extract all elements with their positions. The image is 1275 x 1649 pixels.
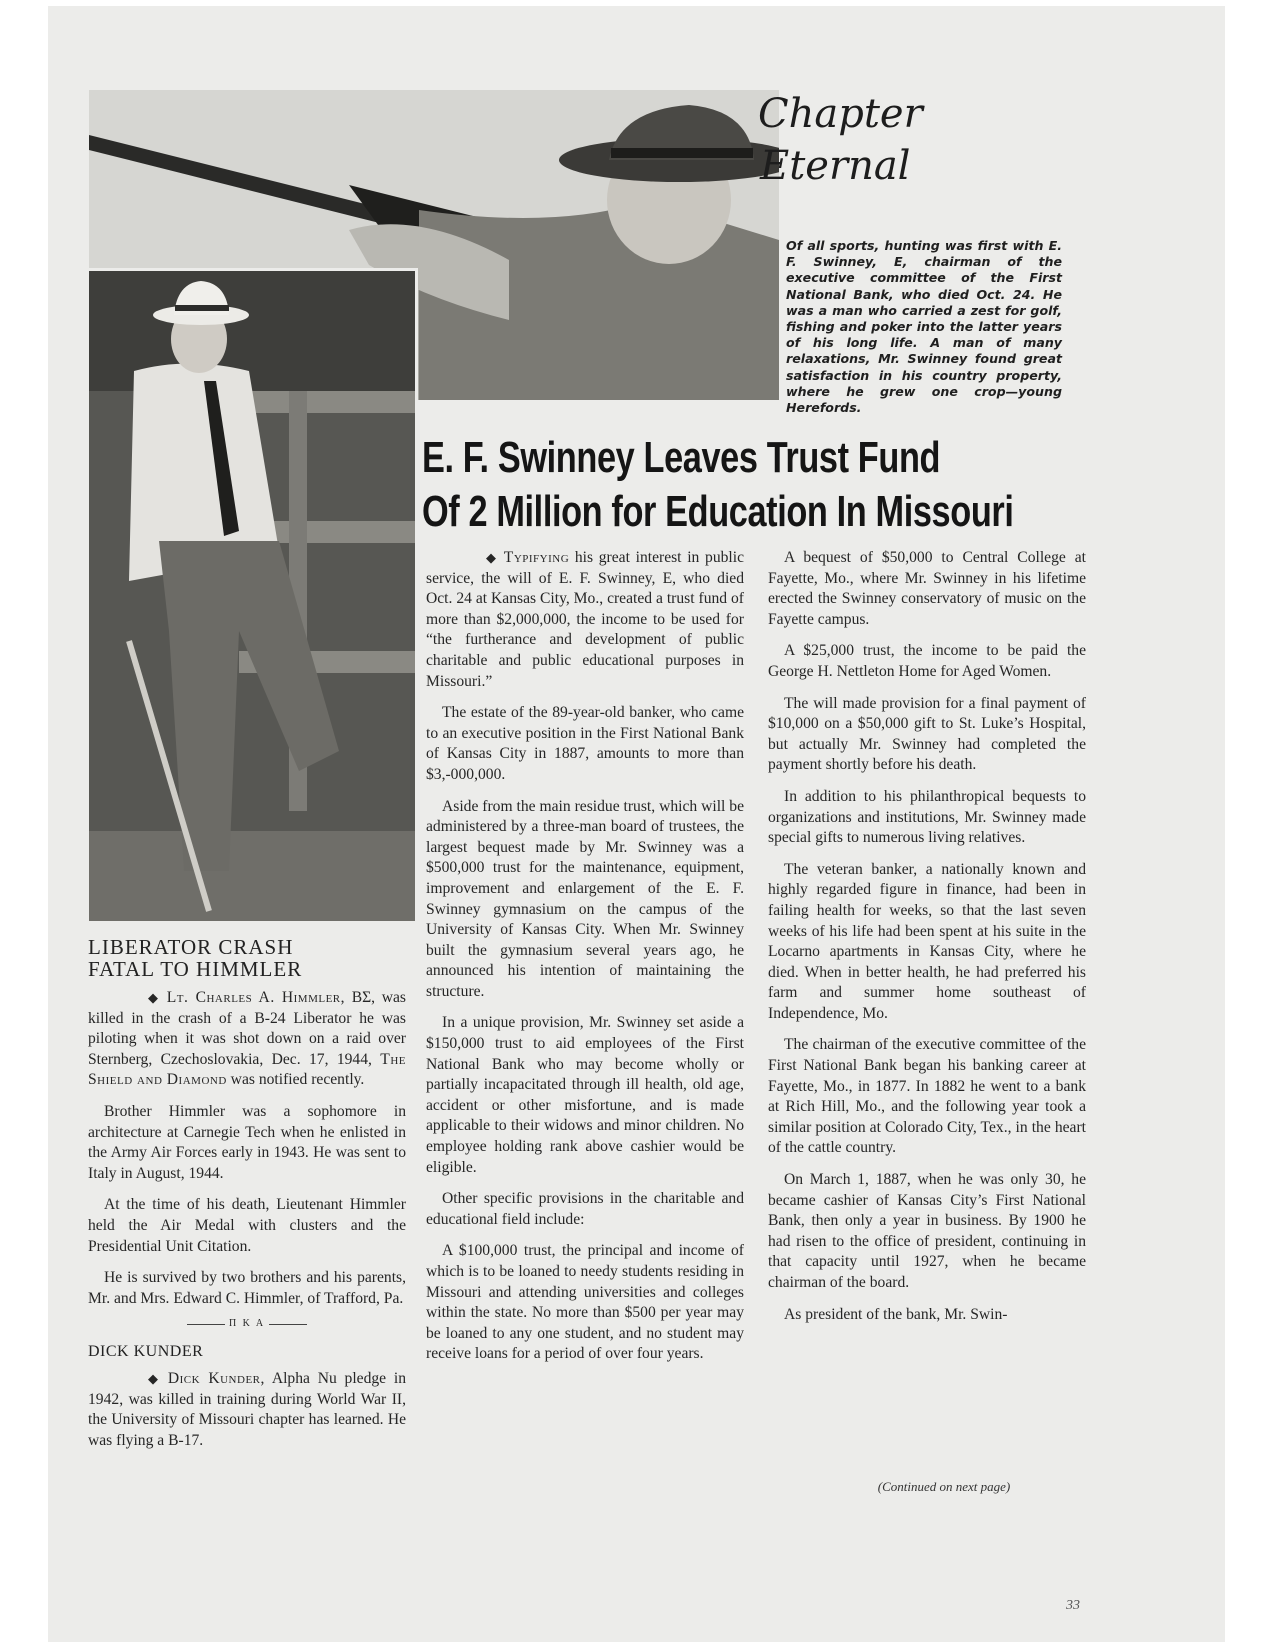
sidebar-heading-kunder: DICK KUNDER xyxy=(88,1342,204,1360)
sidebar-paragraph: At the time of his death, Lieutenant Himmler held the Air Medal with clusters and the Presidential Unit Citation. xyxy=(88,1196,406,1255)
article-paragraph: In addition to his philanthropical bequests to organizations and institutions, Mr. Swinney made special gifts to numerous living relatives. xyxy=(768,787,1086,847)
sidebar-heading-line2: FATAL TO HIMMLER xyxy=(88,957,303,981)
magazine-page xyxy=(48,6,1225,1642)
article-paragraph: Aside from the main residue trust, which will be administered by a three-man board of trustees, the largest bequest made by Mr. Swinney was a $500,000 trust for the maintenance, equipment, improvement and enlargement of the E. F. Swinney gymnasium on the campus of the University of Kansas City. When Mr. Swinney built the gymnasium several years ago, he announced his intention of maintaining the structure. xyxy=(426,797,744,1000)
photo-caption: Of all sports, hunting was first with E. F. Swinney, E, chairman of the executive committee of the First National Bank, who died Oct. 24. He was a man who carried a zest for golf, fishing and poker into the latter years of his long life. A man of many relaxations, Mr. Swinney found great satisfaction in his country property, where he grew one crop—young Herefords. xyxy=(786,238,1062,416)
article-paragraph: The chairman of the executive committee of the First National Bank began his banking career at Fayette, Mo., in 1877. In 1882 he went to a bank at Rich Hill, Mo., and the following year took a similar position at Colorado City, Tex., in the heart of the cattle country. xyxy=(768,1036,1086,1157)
sidebar-column xyxy=(88,936,406,1462)
page-number: 33 xyxy=(1066,1598,1080,1613)
diamond-icon: ◆ xyxy=(486,550,498,565)
sidebar-paragraph: Brother Himmler was a sophomore in architecture at Carnegie Tech when he enlisted in the Army Air Forces early in 1943. He was sent to Italy in August, 1944. xyxy=(88,1102,406,1182)
sidebar-heading-line1: LIBERATOR CRASH xyxy=(88,935,294,959)
article-column-middle xyxy=(426,548,744,1376)
headline-line2: Of 2 Million for Education In Missouri xyxy=(422,487,1014,536)
headline-line1: E. F. Swinney Leaves Trust Fund xyxy=(422,433,941,482)
article-paragraph: The veteran banker, a nationally known and highly regarded figure in finance, had been in failing health for weeks, so that the last seven weeks of his life had been spent at his suite in the Locarno apartments in Kansas City, where he died. When in better health, he had preferred his farm and summer home southeast of Independence, Mo. xyxy=(768,860,1086,1022)
article-paragraph: The will made provision for a final payment of $10,000 on a $50,000 gift to St. Luke’s Hospital, but actually Mr. Swinney had completed the payment shortly before his death. xyxy=(768,694,1086,774)
article-paragraph: In a unique provision, Mr. Swinney set aside a $150,000 trust to aid employees of the First National Bank who may become wholly or partially incapacitated through ill health, old age, accident or other misfortune, and is made applicable to their widows and minor children. No employee holding rank above cashier would be eligible. xyxy=(426,1014,744,1176)
himmler-lead-text: ΒΣ, was killed in the crash of a B-24 Liberator he was piloting when it was shot down on a raid over Sternberg, Czechoslovakia, Dec. 17, 1944, xyxy=(88,989,406,1068)
himmler-name-smallcaps: Lt. Charles A. Himmler, xyxy=(166,989,346,1006)
divider-rule-left xyxy=(187,1324,225,1325)
article-column-right xyxy=(768,548,1086,1336)
article-paragraph: As president of the bank, Mr. Swin- xyxy=(784,1305,1008,1323)
photo-man-by-fence xyxy=(89,268,418,921)
lead-smallcaps: Typifying xyxy=(503,549,570,566)
chapter-title-line2: Eternal xyxy=(760,143,911,189)
chapter-title-line1: Chapter xyxy=(758,91,923,137)
diamond-icon: ◆ xyxy=(148,1370,162,1386)
kunder-lead-text: Alpha Nu pledge in 1942, was killed in training during World War II, the University of Missouri chapter has learned. He was flying a B-17. xyxy=(88,1369,406,1449)
kunder-name-smallcaps: Dick Kunder, xyxy=(167,1369,265,1387)
divider-rule-right xyxy=(269,1324,307,1325)
continued-note: (Continued on next page) xyxy=(877,1479,1011,1494)
article-paragraph: The estate of the 89-year-old banker, who came to an executive position in the First National Bank of Kansas City in 1887, amounts to more than $3,-000,000. xyxy=(426,704,744,783)
sidebar-heading-himmler xyxy=(88,936,406,980)
himmler-lead-end: was notified recently. xyxy=(226,1071,365,1089)
article-lead-paragraph xyxy=(426,548,744,692)
lead-text: his great interest in public service, the will of E. F. Swinney, E, who died Oct. 24 at Kansas City, Mo., created a trust fund of more than $2,000,000, the income to be used for “the furtherance and development of public charitable and public educational purposes in Missouri.” xyxy=(426,549,745,690)
article-paragraph: A $25,000 trust, the income to be paid the George H. Nettleton Home for Aged Women. xyxy=(768,642,1086,680)
standing-man-illustration xyxy=(89,271,415,921)
article-paragraph: Other specific provisions in the charitable and educational field include: xyxy=(426,1190,744,1228)
divider-text: Π Κ Α xyxy=(228,1318,266,1330)
diamond-icon: ◆ xyxy=(148,990,161,1005)
sidebar-paragraph: He is survived by two brothers and his parents, Mr. and Mrs. Edward C. Himmler, of Trafford, Pa. xyxy=(88,1269,406,1307)
himmler-lead-paragraph xyxy=(88,988,406,1091)
kunder-lead-paragraph xyxy=(88,1369,406,1451)
chapter-eternal-title xyxy=(758,88,968,192)
section-divider xyxy=(88,1314,406,1335)
article-paragraph: A bequest of $50,000 to Central College at Fayette, Mo., where Mr. Swinney in his lifetime erected the Swinney conservatory of music on the Fayette campus. xyxy=(768,549,1086,628)
article-headline xyxy=(422,431,1014,539)
article-paragraph: A $100,000 trust, the principal and income of which is to be loaned to needy students residing in Missouri and attending universities and colleges within the state. No more than $500 per year may be loaned to any one student, and no student may receive loans for a period of over four years. xyxy=(426,1242,744,1363)
magazine-name-smallcaps: The Shield and Diamond xyxy=(88,1050,406,1089)
article-paragraph: On March 1, 1887, when he was only 30, he became cashier of Kansas City’s First National Bank, then only a year in business. By 1900 he had risen to the office of president, continuing in that capacity until 1927, when he became chairman of the board. xyxy=(768,1171,1086,1291)
